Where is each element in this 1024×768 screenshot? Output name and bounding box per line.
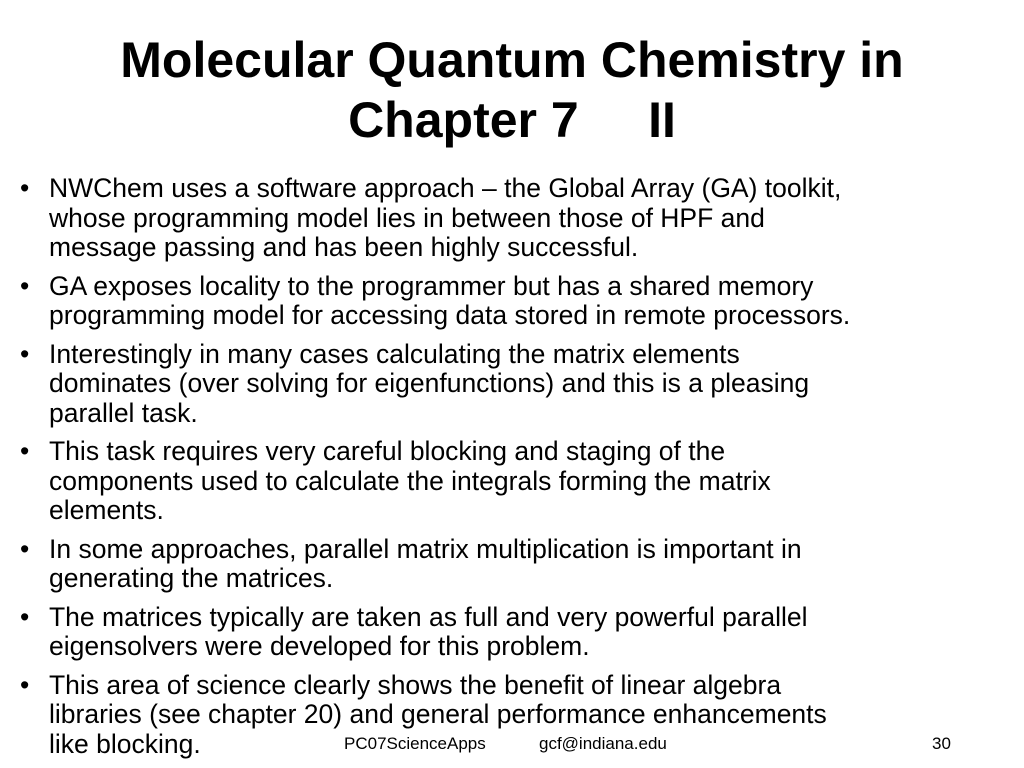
bullet-text-line: programming model for accessing data stored in remote processors. [49,300,851,330]
slide-page-number: 30 [932,734,951,753]
slide-title-line: Molecular Quantum Chemistry in [120,32,904,88]
bullet-marker: • [20,601,30,632]
bullet-text-line: message passing and has been highly successful. [49,232,639,262]
bullet-marker: • [20,338,30,369]
slide-title [40,30,984,150]
bullet-marker: • [20,436,30,466]
slide-title-line: Chapter 7 II [348,92,676,148]
bullet-text-line: dominates (over solving for eigenfunctions) and this is a pleasing [49,368,810,398]
bullet-text-line: GA exposes locality to the programmer but has a shared memory [49,270,814,301]
bullet-text-line: libraries (see chapter 20) and general performance enhancements [49,699,827,729]
bullet-item [20,535,1010,594]
bullet-text-line: parallel task. [49,397,198,428]
bullet-item [20,437,1010,526]
bullet-text-line: In some approaches, parallel matrix multiplication is important in [49,533,802,564]
bullet-item [20,174,1010,263]
bullet-marker: • [20,173,30,203]
bullet-item [20,603,1010,662]
bullet-text-line: whose programming model lies in between those of HPF and [49,202,765,233]
bullet-text-line: like blocking. [49,728,201,759]
bullet-text-line: elements. [49,495,164,525]
bullet-text-line: NWChem uses a software approach – the Global Array (GA) toolkit, [49,173,842,203]
bullet-marker: • [20,669,30,700]
footer-course-label: PC07ScienceApps [344,734,486,753]
bullet-item [20,340,1010,429]
bullet-marker: • [20,270,30,301]
bullet-item [20,671,1010,760]
bullet-item [20,272,1010,331]
bullet-text-line: generating the matrices. [49,563,334,593]
bullet-marker: • [20,533,30,564]
footer-email: gcf@indiana.edu [539,734,667,753]
bullet-text-line: eigensolvers were developed for this problem. [49,631,590,661]
bullet-text-line: This area of science clearly shows the benefit of linear algebra [49,669,782,700]
bullet-text-line: This task requires very careful blocking and staging of the [49,436,726,466]
bullet-text-line: The matrices typically are taken as full and very powerful parallel [49,601,808,632]
bullet-text-line: components used to calculate the integrals forming the matrix [49,465,771,496]
bullet-list [20,174,1010,768]
bullet-text-line: Interestingly in many cases calculating the matrix elements [49,338,740,369]
